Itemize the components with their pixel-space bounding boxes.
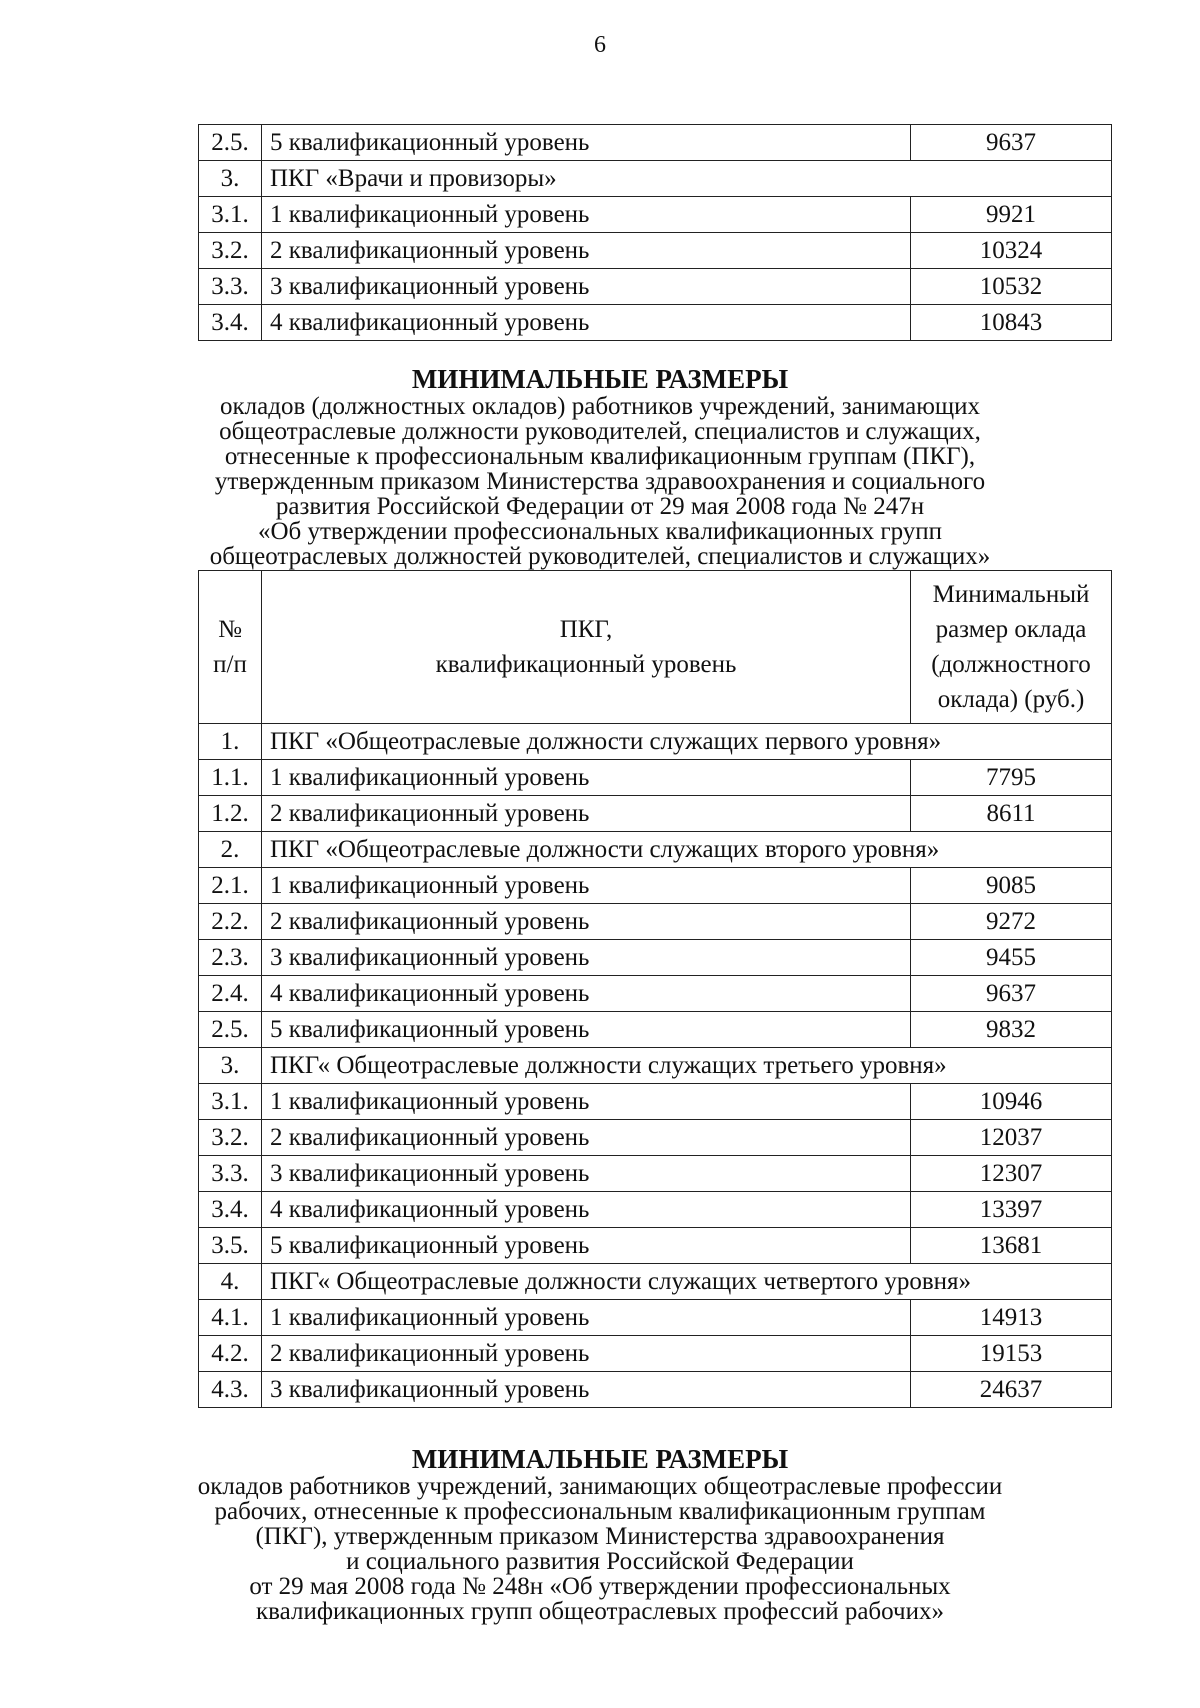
- header-line: (должностного: [931, 651, 1091, 678]
- row-number: 3.3.: [199, 1156, 262, 1192]
- subtitle-line: окладов работников учреждений, занимающих общеотраслевые профессии: [197, 1473, 1003, 1500]
- table-row: [199, 1120, 1112, 1156]
- row-number: 3.2.: [199, 233, 262, 269]
- group-row: [199, 724, 1112, 760]
- salary-value: 9832: [911, 1012, 1112, 1048]
- section-subtitle: [0, 394, 1200, 569]
- level-name: 4 квалификационный уровень: [262, 305, 911, 341]
- level-name: 4 квалификационный уровень: [262, 1192, 911, 1228]
- row-number: 3.1.: [199, 1084, 262, 1120]
- row-number: 2.: [199, 832, 262, 868]
- section-heading-employees: [0, 364, 1200, 569]
- row-number: 3.4.: [199, 1192, 262, 1228]
- level-name: 3 квалификационный уровень: [262, 269, 911, 305]
- level-name: 5 квалификационный уровень: [262, 1012, 911, 1048]
- salary-value: 19153: [911, 1336, 1112, 1372]
- table-body: [199, 125, 1112, 341]
- level-name: 1 квалификационный уровень: [262, 1300, 911, 1336]
- salary-value: 12037: [911, 1120, 1112, 1156]
- level-name: 5 квалификационный уровень: [262, 125, 911, 161]
- row-number: 2.1.: [199, 868, 262, 904]
- salary-table-medical: [198, 124, 1112, 341]
- row-number: 4.2.: [199, 1336, 262, 1372]
- level-name: 1 квалификационный уровень: [262, 197, 911, 233]
- table-row: [199, 1084, 1112, 1120]
- salary-value: 8611: [911, 796, 1112, 832]
- group-name: ПКГ «Общеотраслевые должности служащих первого уровня»: [262, 724, 1112, 760]
- salary-value: 24637: [911, 1372, 1112, 1408]
- header-row: [199, 571, 1112, 724]
- subtitle-line: квалификационных групп общеотраслевых профессий рабочих»: [256, 1598, 944, 1625]
- header-pkg: [262, 571, 911, 724]
- row-number: 1.: [199, 724, 262, 760]
- row-number: 2.3.: [199, 940, 262, 976]
- section-subtitle: [0, 1474, 1200, 1624]
- group-row: [199, 1048, 1112, 1084]
- level-name: 3 квалификационный уровень: [262, 1156, 911, 1192]
- row-number: 3.5.: [199, 1228, 262, 1264]
- header-line: Минимальный: [932, 581, 1090, 608]
- table-row: [199, 1192, 1112, 1228]
- table-row: [199, 796, 1112, 832]
- salary-value: 13397: [911, 1192, 1112, 1228]
- salary-value: 10946: [911, 1084, 1112, 1120]
- table-row: [199, 1372, 1112, 1408]
- group-name: ПКГ «Общеотраслевые должности служащих второго уровня»: [262, 832, 1112, 868]
- group-row: [199, 161, 1112, 197]
- group-row: [199, 1264, 1112, 1300]
- table-row: [199, 125, 1112, 161]
- header-line: ПКГ,: [559, 616, 613, 643]
- level-name: 5 квалификационный уровень: [262, 1228, 911, 1264]
- header-min-salary: [911, 571, 1112, 724]
- subtitle-line: (ПКГ), утвержденным приказом Министерства здравоохранения: [255, 1523, 945, 1550]
- subtitle-line: утвержденным приказом Министерства здравоохранения и социального: [214, 468, 986, 495]
- table-row: [199, 233, 1112, 269]
- table-body: [199, 724, 1112, 1408]
- group-name: ПКГ «Врачи и провизоры»: [262, 161, 1112, 197]
- row-number: 3.: [199, 161, 262, 197]
- table-row: [199, 976, 1112, 1012]
- subtitle-line: и социального развития Российской Федерации: [346, 1548, 854, 1575]
- table-row: [199, 197, 1112, 233]
- salary-value: 9637: [911, 125, 1112, 161]
- table-row: [199, 940, 1112, 976]
- salary-value: 13681: [911, 1228, 1112, 1264]
- table-row: [199, 1300, 1112, 1336]
- salary-value: 9272: [911, 904, 1112, 940]
- table-row: [199, 868, 1112, 904]
- level-name: 1 квалификационный уровень: [262, 760, 911, 796]
- page-number: 6: [594, 32, 606, 58]
- row-number: 4.: [199, 1264, 262, 1300]
- table-row: [199, 1228, 1112, 1264]
- table-row: [199, 904, 1112, 940]
- subtitle-line: рабочих, отнесенные к профессиональным квалификационным группам: [214, 1498, 986, 1525]
- level-name: 2 квалификационный уровень: [262, 796, 911, 832]
- row-number: 3.3.: [199, 269, 262, 305]
- level-name: 3 квалификационный уровень: [262, 940, 911, 976]
- header-line: квалификационный уровень: [435, 651, 737, 678]
- group-name: ПКГ« Общеотраслевые должности служащих четвертого уровня»: [262, 1264, 1112, 1300]
- header-line: п/п: [213, 651, 247, 678]
- subtitle-line: развития Российской Федерации от 29 мая 2008 года № 247н: [275, 493, 925, 520]
- row-number: 3.: [199, 1048, 262, 1084]
- row-number: 1.2.: [199, 796, 262, 832]
- level-name: 4 квалификационный уровень: [262, 976, 911, 1012]
- salary-value: 10532: [911, 269, 1112, 305]
- salary-value: 9455: [911, 940, 1112, 976]
- subtitle-line: «Об утверждении профессиональных квалификационных групп: [257, 518, 943, 545]
- subtitle-line: окладов (должностных окладов) работников учреждений, занимающих: [220, 393, 980, 420]
- section-heading-workers: [0, 1444, 1200, 1624]
- level-name: 3 квалификационный уровень: [262, 1372, 911, 1408]
- salary-table-employees: [198, 570, 1112, 1408]
- subtitle-line: общеотраслевые должности руководителей, специалистов и служащих,: [219, 418, 981, 445]
- header-number: [199, 571, 262, 724]
- section-title: МИНИМАЛЬНЫЕ РАЗМЕРЫ: [411, 1444, 789, 1474]
- salary-value: 9085: [911, 868, 1112, 904]
- table-row: [199, 1012, 1112, 1048]
- table-row: [199, 760, 1112, 796]
- header-line: размер оклада: [935, 616, 1087, 643]
- salary-value: 10843: [911, 305, 1112, 341]
- row-number: 4.1.: [199, 1300, 262, 1336]
- row-number: 3.1.: [199, 197, 262, 233]
- level-name: 2 квалификационный уровень: [262, 233, 911, 269]
- level-name: 2 квалификационный уровень: [262, 1336, 911, 1372]
- table-row: [199, 305, 1112, 341]
- salary-value: 9921: [911, 197, 1112, 233]
- level-name: 2 квалификационный уровень: [262, 1120, 911, 1156]
- salary-value: 14913: [911, 1300, 1112, 1336]
- row-number: 2.2.: [199, 904, 262, 940]
- row-number: 3.4.: [199, 305, 262, 341]
- table-row: [199, 1156, 1112, 1192]
- salary-value: 12307: [911, 1156, 1112, 1192]
- header-line: оклада) (руб.): [937, 686, 1085, 713]
- group-row: [199, 832, 1112, 868]
- row-number: 4.3.: [199, 1372, 262, 1408]
- section-title: МИНИМАЛЬНЫЕ РАЗМЕРЫ: [411, 364, 789, 394]
- header-line: №: [218, 616, 242, 643]
- group-name: ПКГ« Общеотраслевые должности служащих третьего уровня»: [262, 1048, 1112, 1084]
- row-number: 2.4.: [199, 976, 262, 1012]
- subtitle-line: отнесенные к профессиональным квалификационным группам (ПКГ),: [224, 443, 976, 470]
- row-number: 3.2.: [199, 1120, 262, 1156]
- subtitle-line: от 29 мая 2008 года № 248н «Об утверждении профессиональных: [249, 1573, 951, 1600]
- salary-value: 9637: [911, 976, 1112, 1012]
- row-number: 2.5.: [199, 125, 262, 161]
- table-header: [199, 571, 1112, 724]
- subtitle-line: общеотраслевых должностей руководителей, специалистов и служащих»: [209, 543, 991, 570]
- row-number: 1.1.: [199, 760, 262, 796]
- row-number: 2.5.: [199, 1012, 262, 1048]
- level-name: 1 квалификационный уровень: [262, 1084, 911, 1120]
- salary-value: 10324: [911, 233, 1112, 269]
- level-name: 2 квалификационный уровень: [262, 904, 911, 940]
- level-name: 1 квалификационный уровень: [262, 868, 911, 904]
- table-row: [199, 1336, 1112, 1372]
- table-row: [199, 269, 1112, 305]
- salary-value: 7795: [911, 760, 1112, 796]
